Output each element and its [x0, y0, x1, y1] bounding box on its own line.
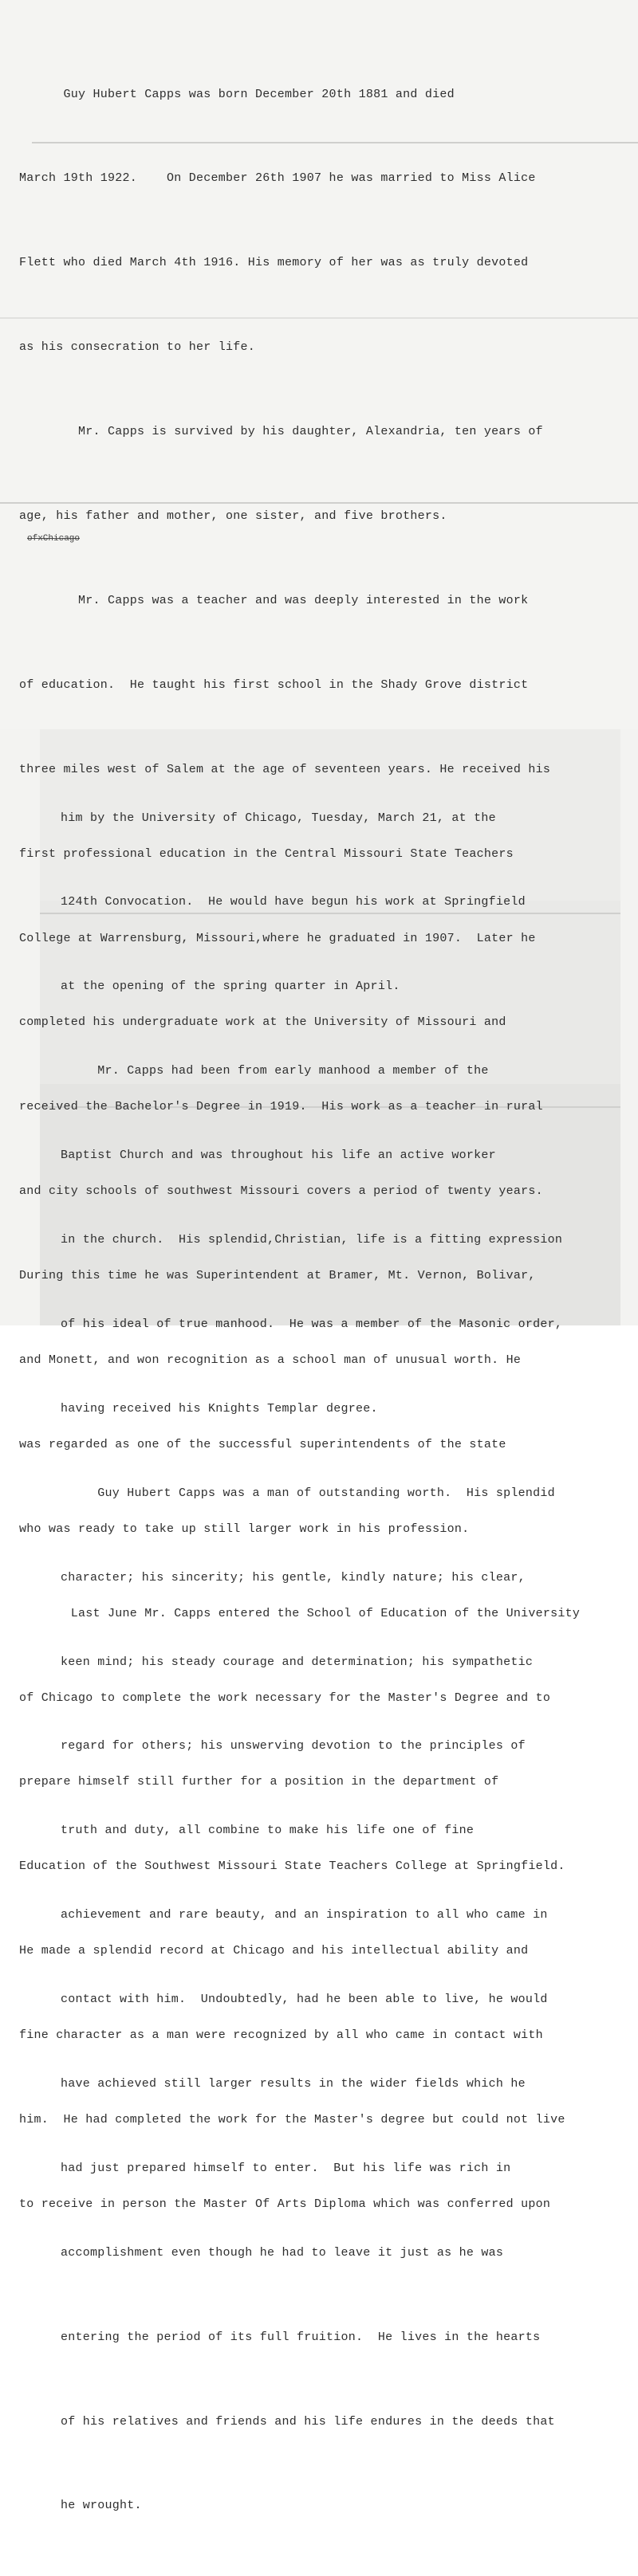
obituary-text-lower	[61, 748, 562, 2576]
text-line: as his consecration to her life.	[19, 340, 256, 355]
text-line: Guy Hubert Capps was a man of outstanding worth. His splendid	[61, 1486, 555, 1500]
text-line: of Chicago to complete the work necessary for the Master's Degree and to	[19, 1690, 551, 1705]
text-line: March 19th 1922. On December 26th 1907 he was married to Miss Alice	[19, 171, 536, 186]
text-line: in the church. His splendid,Christian, life is a fitting expression	[61, 1233, 563, 1247]
text-line: regard for others; his unswerving devotion to the principles of	[61, 1739, 526, 1753]
text-line: Mr. Capps had been from early manhood a member of the	[61, 1064, 489, 1078]
text-line: truth and duty, all combine to make his life one of fine	[61, 1824, 475, 1838]
text-line: fine character as a man were recognized by all who came in contact with	[19, 2028, 543, 2043]
text-line: Last June Mr. Capps entered the School of Education of the University	[19, 1606, 581, 1620]
text-line: He made a splendid record at Chicago and his intellectual ability and	[19, 1944, 529, 1958]
text-line: contact with him. Undoubtedly, had he been able to live, he would	[61, 1993, 548, 2007]
text-line: had just prepared himself to enter. But his life was rich in	[61, 2161, 511, 2175]
text-line: received the Bachelor's Degree in 1919. His work as a teacher in rural	[19, 1100, 543, 1114]
text-line: Education of the Southwest Missouri State Teachers College at Springfield.	[19, 1859, 565, 1874]
text-line: character; his sincerity; his gentle, kindly nature; his clear,	[61, 1570, 526, 1584]
text-line: he wrought.	[61, 2499, 142, 2513]
text-line: him by the University of Chicago, Tuesday, March 21, at the	[61, 811, 496, 825]
text-line: age, his father and mother, one sister, and five brothers.	[19, 509, 447, 524]
text-line: keen mind; his steady courage and determination; his sympathetic	[61, 1655, 534, 1669]
struck-through-text: ofxChicago	[27, 534, 81, 544]
text-line: entering the period of its full fruition. He lives in the hearts	[61, 2330, 541, 2344]
text-line: and Monett, and won recognition as a school man of unusual worth. He	[19, 1353, 522, 1367]
text-line: During this time he was Superintendent at Bramer, Mt. Vernon, Bolivar,	[19, 1269, 536, 1283]
text-line: who was ready to take up still larger work in his profession.	[19, 1522, 470, 1536]
text-line: achievement and rare beauty, and an inspiration to all who came in	[61, 1908, 548, 1922]
text-line: 124th Convocation. He would have begun his work at Springfield	[61, 895, 526, 909]
text-line: first professional education in the Central Missouri State Teachers	[19, 846, 514, 861]
text-line: of education. He taught his first school in the Shady Grove district	[19, 677, 529, 692]
text-line: him. He had completed the work for the Master's degree but could not live	[19, 2112, 565, 2126]
text-line: Guy Hubert Capps was born December 20th 1881 and died	[19, 87, 455, 101]
text-line: at the opening of the spring quarter in April.	[61, 980, 400, 994]
text-line: Flett who died March 4th 1916. His memory of her was as truly devoted	[19, 256, 529, 270]
text-line: College at Warrensburg, Missouri,where he graduated in 1907. Later he	[19, 931, 536, 945]
text-line: accomplishment even though he had to leave it just as he was	[61, 2245, 504, 2260]
text-line: having received his Knights Templar degree.	[61, 1401, 378, 1416]
text-line: Baptist Church and was throughout his life an active worker	[61, 1149, 496, 1163]
text-line: of his relatives and friends and his life endures in the deeds that	[61, 2414, 555, 2429]
text-line: completed his undergraduate work at the University of Missouri and	[19, 1015, 506, 1030]
text-line: and city schools of southwest Missouri covers a period of twenty years.	[19, 1184, 543, 1199]
text-line: Mr. Capps was a teacher and was deeply interested in the work	[19, 593, 529, 607]
text-line: prepare himself still further for a position in the department of	[19, 1775, 499, 1789]
text-line: of his ideal of true manhood. He was a member of the Masonic order,	[61, 1317, 563, 1331]
text-line: was regarded as one of the successful superintendents of the state	[19, 1437, 506, 1451]
text-line: three miles west of Salem at the age of seventeen years. He received his	[19, 762, 551, 776]
text-line: have achieved still larger results in the wider fields which he	[61, 2076, 526, 2091]
text-line: Mr. Capps is survived by his daughter, Alexandria, ten years of	[19, 425, 543, 439]
text-line: to receive in person the Master Of Arts Diploma which was conferred upon	[19, 2197, 551, 2211]
